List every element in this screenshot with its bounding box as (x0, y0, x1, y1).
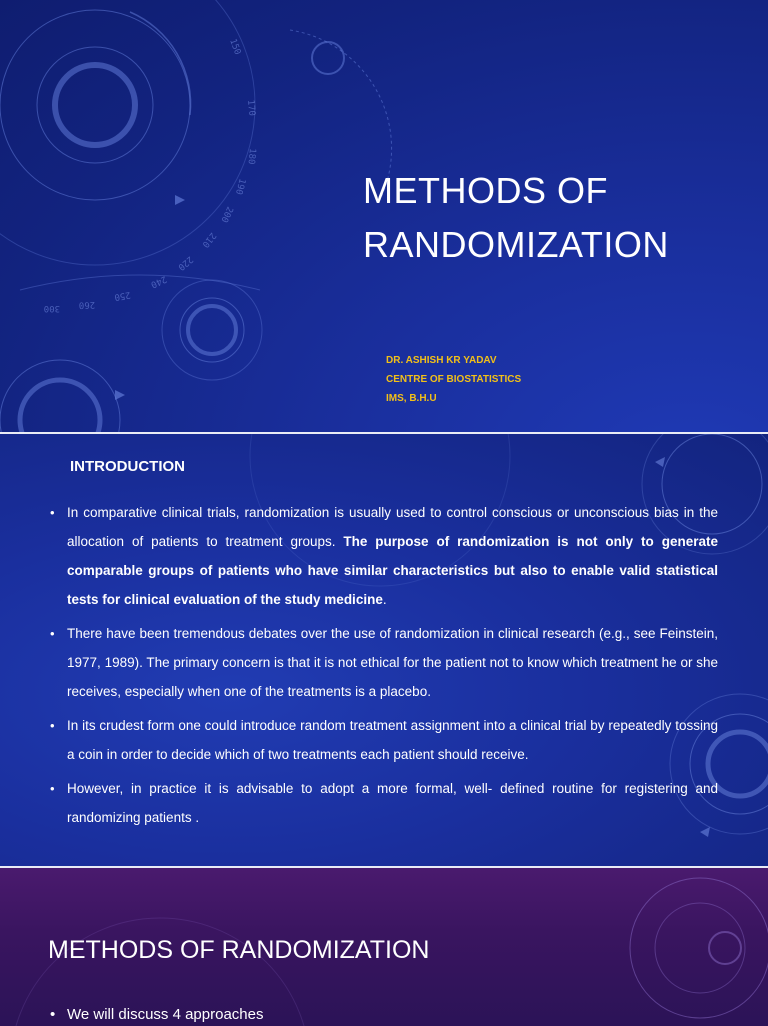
dial-label: 170 (245, 99, 257, 117)
dial-label: 200 (218, 204, 235, 224)
bullet-text: We will discuss 4 approaches (67, 1006, 264, 1023)
bullet-bold-text: The purpose of randomization is not only to generate comparable groups of patients who have similar characteristics but also to enable valid statistical tests for clinical evaluation of the study medicine (67, 534, 718, 607)
dial-label: 300 (43, 303, 60, 313)
title-slide (0, 0, 768, 432)
bullet-text: In comparative clinical trials, randomization is usually used to control conscious or unconscious bias in the allocation of patients to treatment groups. (67, 505, 718, 549)
dial-label: 190 (232, 177, 247, 196)
author-institute: IMS, B.H.U (386, 393, 437, 404)
introduction-slide (0, 432, 768, 866)
bullet-item (50, 1006, 263, 1023)
dial-label: 250 (113, 289, 132, 302)
dial-label: 240 (148, 273, 168, 290)
bullet-item: • In its crudest form one could introduce random treatment assignment into a clinical trial by repeatedly tossing a coin in order to decide which of two treatments each patient should receive. (50, 711, 718, 769)
methods-slide (0, 866, 768, 1026)
bullet-list (50, 498, 718, 837)
bullet-item: • There have been tremendous debates over the use of randomization in clinical research (e.g., see Feinstein, 1977, 1989). The primary concern is that it is not ethical for the patient not to know which treatment he or she receives, especially when one of the treatments is a placebo. (50, 619, 718, 706)
author-name: DR. ASHISH KR YADAV (386, 355, 497, 366)
slide-title (363, 164, 669, 272)
dial-label: 180 (245, 147, 257, 165)
dial-label: 150 (227, 37, 243, 57)
dial-label: 220 (175, 253, 195, 272)
section-heading: INTRODUCTION (70, 458, 185, 475)
bullet-dot-icon: • (50, 1006, 56, 1023)
bullet-item (50, 498, 718, 614)
bullet-item: • However, in practice it is advisable to adopt a more formal, well- defined routine for registering and randomizing patients . (50, 774, 718, 832)
bullet-text: . (382, 592, 387, 607)
author-department: CENTRE OF BIOSTATISTICS (386, 374, 522, 385)
section-heading: METHODS OF RANDOMIZATION (48, 936, 430, 964)
title-line: METHODS OF (363, 170, 608, 211)
title-line: RANDOMIZATION (363, 224, 669, 265)
author-block (386, 351, 521, 408)
dial-label: 260 (78, 299, 96, 310)
dial-label: 210 (199, 230, 218, 250)
